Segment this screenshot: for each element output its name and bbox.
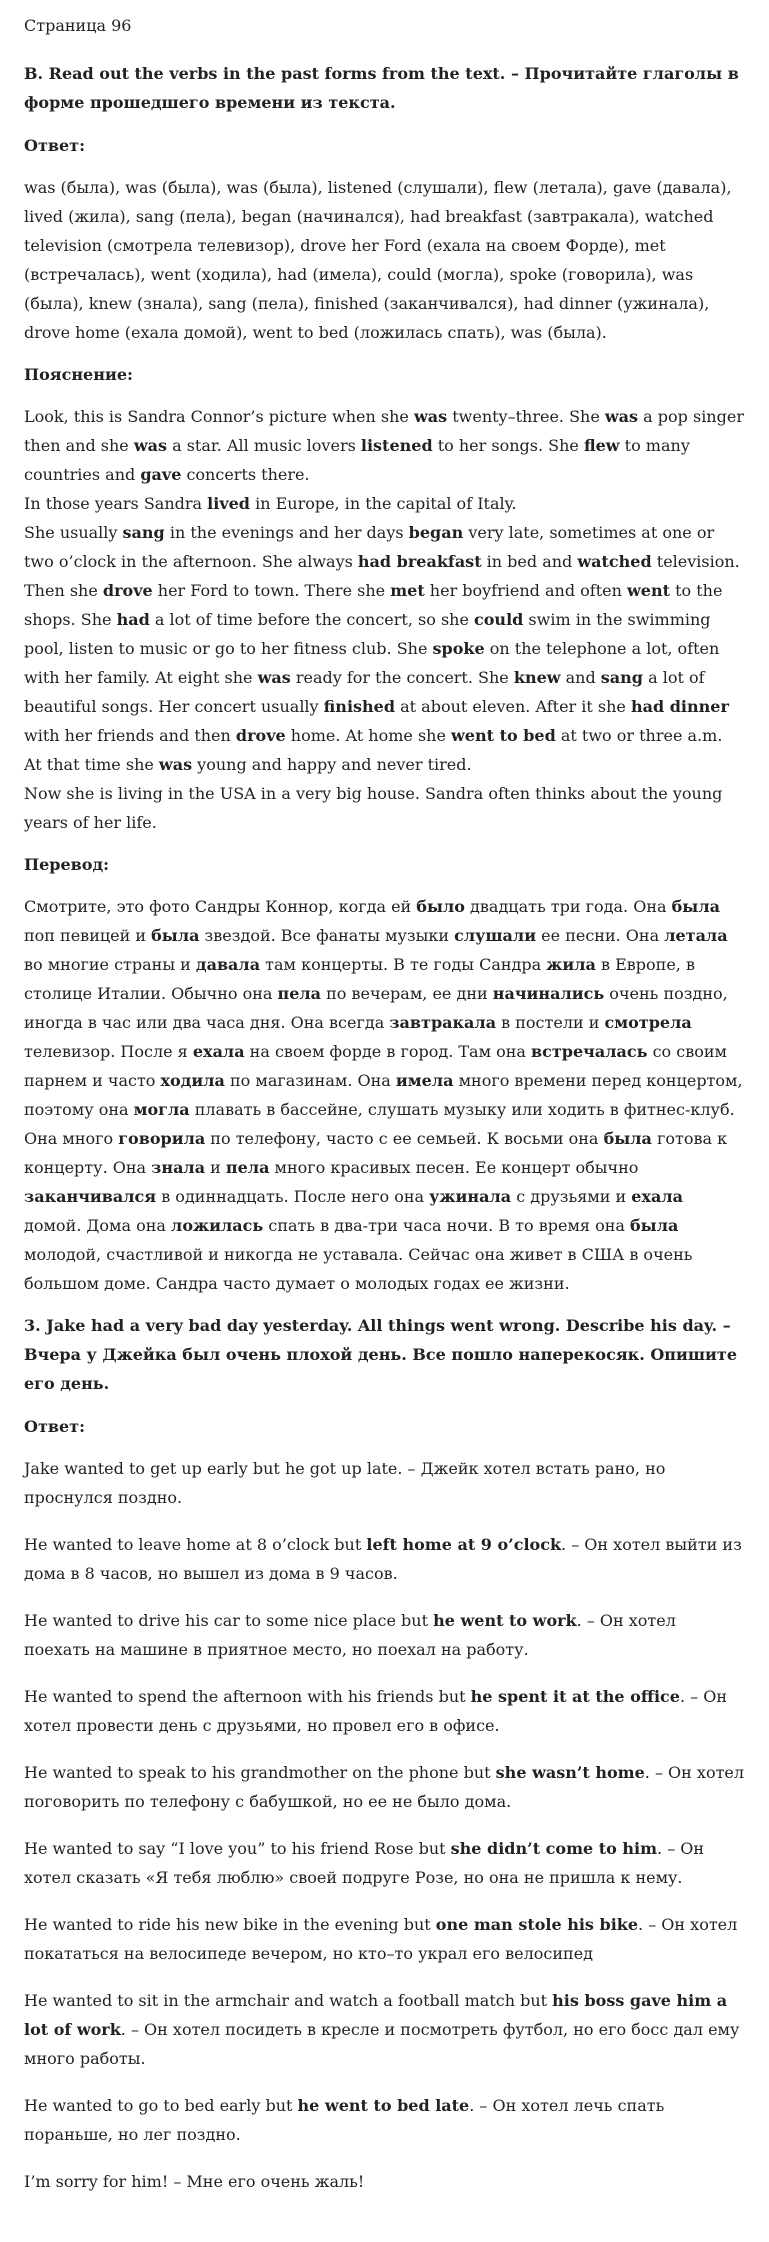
bold-term: drove <box>235 726 286 745</box>
explanation-paragraph: In those years Sandra lived in Europe, in the capital of Italy. <box>24 494 517 513</box>
bold-term: была <box>151 926 200 945</box>
answer-item: He wanted to go to bed early but he went to bed late. – Он хотел лечь спать пораньше, но лег поздно. <box>24 2096 665 2144</box>
translation-label: Перевод: <box>24 855 110 874</box>
bold-term: смотрела <box>604 1013 692 1032</box>
bold-term: пела <box>225 1158 270 1177</box>
bold-term: пела <box>277 984 322 1003</box>
bold-term: had dinner <box>630 697 729 716</box>
bold-term: gave <box>140 465 182 484</box>
bold-term: sang <box>122 523 165 542</box>
bold-term: his boss gave him a lot of work <box>24 1991 728 2039</box>
bold-term: ходила <box>160 1071 225 1090</box>
bold-term: ехала <box>631 1187 684 1206</box>
answer-item: He wanted to leave home at 8 o’clock but left home at 9 o’clock. – Он хотел выйти из дома в 8 часов, но вышел из дома в 9 часов. <box>24 1535 742 1583</box>
bold-term: жила <box>546 955 596 974</box>
bold-term: была <box>671 897 720 916</box>
bold-term: knew <box>513 668 561 687</box>
bold-term: he went to work <box>433 1611 577 1630</box>
bold-term: she wasn’t home <box>495 1763 645 1782</box>
bold-term: went to bed <box>451 726 556 745</box>
answer-item: He wanted to ride his new bike in the evening but one man stole his bike. – Он хотел покататься на велосипеде вечером, но кто–то украл его велосипед <box>24 1915 738 1963</box>
translation-text: Смотрите, это фото Сандры Коннор, когда ей было двадцать три года. Она была поп певицей и была звездой. Все фанаты музыки слушали ее песни. Она летала во многие страны и давала там концерты. В те годы Сандра жила в Европе, в столице Италии. Обычно она пела по вечерам, ее дни начинались очень поздно, иногда в час или два часа дня. Она всегда завтракала в постели и смотрела телевизор. После я ехала на своем форде в город. Там она встречалась со своим парнем и часто ходила по магазинам. Она имела много времени перед концертом, поэтому она могла плавать в бассейне, слушать музыку или ходить в фитнес-клуб. Она много говорила по телефону, часто с ее семьей. К восьми она была готова к концерту. Она знала и пела много красивых песен. Ее концерт обычно заканчивался в одиннадцать. После него она ужинала с друзьями и ехала домой. Дома она ложилась спать в два-три часа ночи. В то время она была молодой, счастливой и никогда не уставала. Сейчас она живет в США в очень большом доме. Сандра часто думает о молодых годах ее жизни. <box>24 897 743 1293</box>
answer-item: He wanted to sit in the armchair and watch a football match but his boss gave him a lot of work. – Он хотел посидеть в кресле и посмотреть футбол, но его босс дал ему много работы. <box>24 1991 740 2068</box>
answer-item: He wanted to spend the afternoon with his friends but he spent it at the office. – Он хотел провести день с друзьями, но провел его в офисе. <box>24 1687 727 1735</box>
explanation-text <box>24 402 745 837</box>
page-number: Страница 96 <box>24 16 132 35</box>
bold-term: met <box>390 581 425 600</box>
bold-term: had <box>116 610 150 629</box>
bold-term: listened <box>360 436 433 455</box>
bold-term: говорила <box>118 1129 206 1148</box>
bold-term: had breakfast <box>357 552 482 571</box>
explanation-paragraph: Now she is living in the USA in a very big house. Sandra often thinks about the young years of her life. <box>24 784 723 832</box>
bold-term: ужинала <box>429 1187 512 1206</box>
bold-term: one man stole his bike <box>435 1915 639 1934</box>
bold-term: ехала <box>192 1042 245 1061</box>
bold-term: watched <box>577 552 652 571</box>
bold-term: was <box>158 755 193 774</box>
bold-term: заканчивался <box>24 1187 157 1206</box>
bold-term: начинались <box>492 984 605 1003</box>
bold-term: spoke <box>432 639 485 658</box>
explanation-label: Пояснение: <box>24 365 133 384</box>
bold-term: была <box>603 1129 652 1148</box>
explanation-paragraph: She usually sang in the evenings and her days began very late, sometimes at one or two o’clock in the afternoon. She always had breakfast in bed and watched television. Then she drove her Ford to town. There she met her boyfriend and often went to the shops. She had a lot of time before the concert, so she could swim in the swimming pool, listen to music or go to her fitness club. She spoke on the telephone a lot, often with her family. At eight she was ready for the concert. She knew and sang a lot of beautiful songs. Her concert usually finished at about eleven. After it she had dinner with her friends and then drove home. At home she went to bed at two or three a.m. At that time she was young and happy and never tired. <box>24 523 740 774</box>
bold-term: могла <box>133 1100 190 1119</box>
bold-term: знала <box>151 1158 206 1177</box>
bold-term: sang <box>600 668 643 687</box>
bold-term: was <box>257 668 291 687</box>
bold-term: finished <box>323 697 396 716</box>
bold-term: went <box>627 581 670 600</box>
answer-label: Ответ: <box>24 136 85 155</box>
bold-term: he spent it at the office <box>470 1687 680 1706</box>
explanation-paragraph: Look, this is Sandra Connor’s picture when she was twenty–three. She was a pop singer then and she was a star. All music lovers listened to her songs. She flew to many countries and gave concerts there. <box>24 407 744 484</box>
bold-term: left home at 9 o’clock <box>366 1535 562 1554</box>
bold-term: was <box>413 407 448 426</box>
bold-term: drove <box>102 581 153 600</box>
bold-term: was <box>604 407 639 426</box>
answer-item: He wanted to drive his car to some nice place but he went to work. – Он хотел поехать на машине в приятное место, но поехал на работу. <box>24 1611 676 1659</box>
answer-item: Jake wanted to get up early but he got up late. – Джейк хотел встать рано, но проснулся поздно. <box>24 1459 666 1507</box>
bold-term: слушали <box>454 926 537 945</box>
bold-term: имела <box>395 1071 454 1090</box>
bold-term: давала <box>195 955 261 974</box>
bold-term: была <box>630 1216 679 1235</box>
answer-list <box>24 1454 745 2196</box>
bold-term: летала <box>664 926 728 945</box>
answer-label: Ответ: <box>24 1417 85 1436</box>
section-b-heading: B. Read out the verbs in the past forms from the text. – Прочитайте глаголы в форме прошедшего времени из текста. <box>24 64 739 112</box>
bold-term: he went to bed late <box>297 2096 470 2115</box>
bold-term: was <box>133 436 167 455</box>
answer-item: I’m sorry for him! – Мне его очень жаль! <box>24 2172 365 2191</box>
bold-term: flew <box>583 436 620 455</box>
bold-term: lived <box>207 494 250 513</box>
section-3-heading: 3. Jake had a very bad day yesterday. All things went wrong. Describe his day. – Вчера у Джейка был очень плохой день. Все пошло наперекосяк. Опишите его день. <box>24 1316 738 1393</box>
answer-item: He wanted to say “I love you” to his friend Rose but she didn’t come to him. – Он хотел сказать «Я тебя люблю» своей подруге Розе, но она не пришла к нему. <box>24 1839 705 1887</box>
bold-term: было <box>416 897 465 916</box>
bold-term: ложилась <box>171 1216 264 1235</box>
bold-term: could <box>474 610 524 629</box>
bold-term: she didn’t come to him <box>450 1839 658 1858</box>
answer-item: He wanted to speak to his grandmother on the phone but she wasn’t home. – Он хотел поговорить по телефону с бабушкой, но ее не было дома. <box>24 1763 745 1811</box>
bold-term: завтракала <box>389 1013 497 1032</box>
bold-term: встречалась <box>531 1042 648 1061</box>
bold-term: began <box>408 523 464 542</box>
answer-text: was (была), was (была), was (была), listened (слушали), flew (летала), gave (давала), lived (жила), sang (пела), began (начинался), had breakfast (завтракала), watched television (смотрела телевизор), drove her Ford (ехала на своем Форде), met (встречалась), went (ходила), had (имела), could (могла), spoke (говорила), was (была), knew (знала), sang (пела), finished (заканчивался), had dinner (ужинала), drove home (ехала домой), went to bed (ложилась спать), was (была). <box>24 178 732 342</box>
